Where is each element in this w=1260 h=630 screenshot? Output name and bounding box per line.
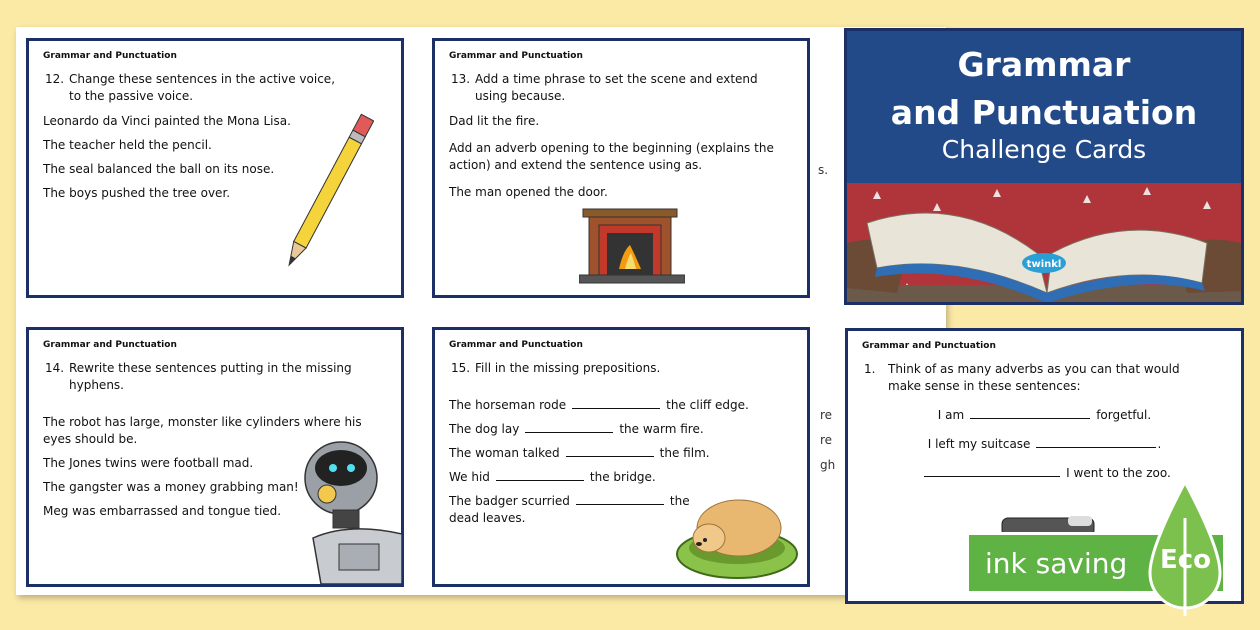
fill-row-start: I am (937, 408, 965, 422)
fill-row-start: The woman talked (449, 446, 560, 460)
ghost-text: gh (820, 458, 836, 472)
fill-row (449, 421, 793, 438)
answer-blank (566, 447, 654, 457)
question-text: Change these sentences in the active voice, to the passive voice. (69, 72, 336, 103)
question-number: 15. (451, 361, 471, 375)
fill-row (862, 407, 1227, 424)
fill-row-end: the bridge. (589, 470, 656, 484)
pencil-icon (284, 103, 374, 278)
sentence: The boys pushed the tree over. (43, 186, 231, 200)
card-question (43, 360, 387, 394)
fill-row-end: . (1157, 437, 1162, 451)
fill-row-end: the warm fire. (619, 422, 704, 436)
fill-row-continued: dead leaves. (449, 511, 526, 525)
card-15 (432, 327, 810, 587)
card-question (43, 71, 387, 105)
ghost-text: re (820, 433, 833, 447)
answer-blank (576, 495, 664, 505)
card-question (862, 361, 1227, 395)
sentence: Meg was embarrassed and tongue tied. (43, 504, 282, 518)
sentence: The seal balanced the ball on its nose. (43, 162, 275, 176)
question-number: 1. (864, 362, 876, 376)
eco-label: Eco (1160, 545, 1212, 575)
ink-saving-label: ink saving (985, 546, 1128, 580)
card-13 (432, 38, 810, 298)
fireplace-icon (579, 207, 685, 285)
question-number: 14. (45, 361, 65, 375)
answer-blank (970, 409, 1090, 419)
question-text: Think of as many adverbs as you can that would make sense in these sentences: (888, 362, 1180, 393)
robot-icon (299, 438, 402, 584)
question-number: 12. (45, 72, 65, 86)
fill-row (862, 436, 1227, 453)
question-text: Add a time phrase to set the scene and extend using because. (475, 72, 758, 103)
ghost-text: re (820, 408, 833, 422)
sentence: Dad lit the fire. (449, 114, 540, 128)
fill-row (449, 469, 793, 486)
answer-blank (525, 423, 613, 433)
sentence: The teacher held the pencil. (43, 138, 212, 152)
question-number: 13. (451, 72, 471, 86)
fill-row-end: the cliff edge. (666, 398, 749, 412)
fill-row-start: The horseman rode (449, 398, 567, 412)
card-tag: Grammar and Punctuation (449, 51, 583, 61)
cover-brand: twinkl (1026, 259, 1062, 270)
fill-row-end: I went to the zoo. (1066, 466, 1171, 480)
question-text: Fill in the missing prepositions. (475, 361, 661, 375)
fill-row (449, 445, 793, 462)
answer-blank (924, 467, 1060, 477)
answer-blank (572, 399, 660, 409)
sentence: The man opened the door. (449, 185, 608, 199)
fill-row (449, 397, 793, 414)
fill-row-start: The badger scurried (449, 494, 570, 508)
cover-card (844, 28, 1244, 305)
fill-row-start: I left my suitcase (927, 437, 1031, 451)
card-tag: Grammar and Punctuation (862, 341, 996, 351)
fill-row-start: The dog lay (449, 422, 520, 436)
card-tag: Grammar and Punctuation (449, 340, 583, 350)
cover-title-line1: Grammar (957, 45, 1131, 84)
card-question (449, 360, 793, 377)
sentence: The gangster was a money grabbing man! (43, 480, 299, 494)
question-text: Rewrite these sentences putting in the missing hyphens. (69, 361, 352, 392)
answer-blank (1036, 438, 1156, 448)
card-12 (26, 38, 404, 298)
cover-title-line2: and Punctuation (890, 93, 1198, 132)
cover-photo (847, 183, 1241, 305)
card-tag: Grammar and Punctuation (43, 51, 177, 61)
fill-row-start: We hid (449, 470, 490, 484)
sentence: The robot has large, monster like cylinders where his eyes should be. (43, 415, 362, 446)
answer-blank (496, 471, 584, 481)
sentence: The Jones twins were football mad. (43, 456, 254, 470)
fill-row-end: forgetful. (1096, 408, 1152, 422)
card-14 (26, 327, 404, 587)
open-book-icon (847, 183, 1241, 305)
dog-icon (675, 488, 800, 580)
card-tag: Grammar and Punctuation (43, 340, 177, 350)
instruction: Add an adverb opening to the beginning (explains the action) and extend the sentence using as. (449, 141, 774, 172)
fill-row-end: the film. (659, 446, 710, 460)
fill-row-end: the (669, 494, 690, 508)
sentence: Leonardo da Vinci painted the Mona Lisa. (43, 114, 291, 128)
card-question (449, 71, 793, 105)
ghost-text: s. (818, 163, 829, 177)
cover-subtitle: Challenge Cards (941, 135, 1147, 164)
